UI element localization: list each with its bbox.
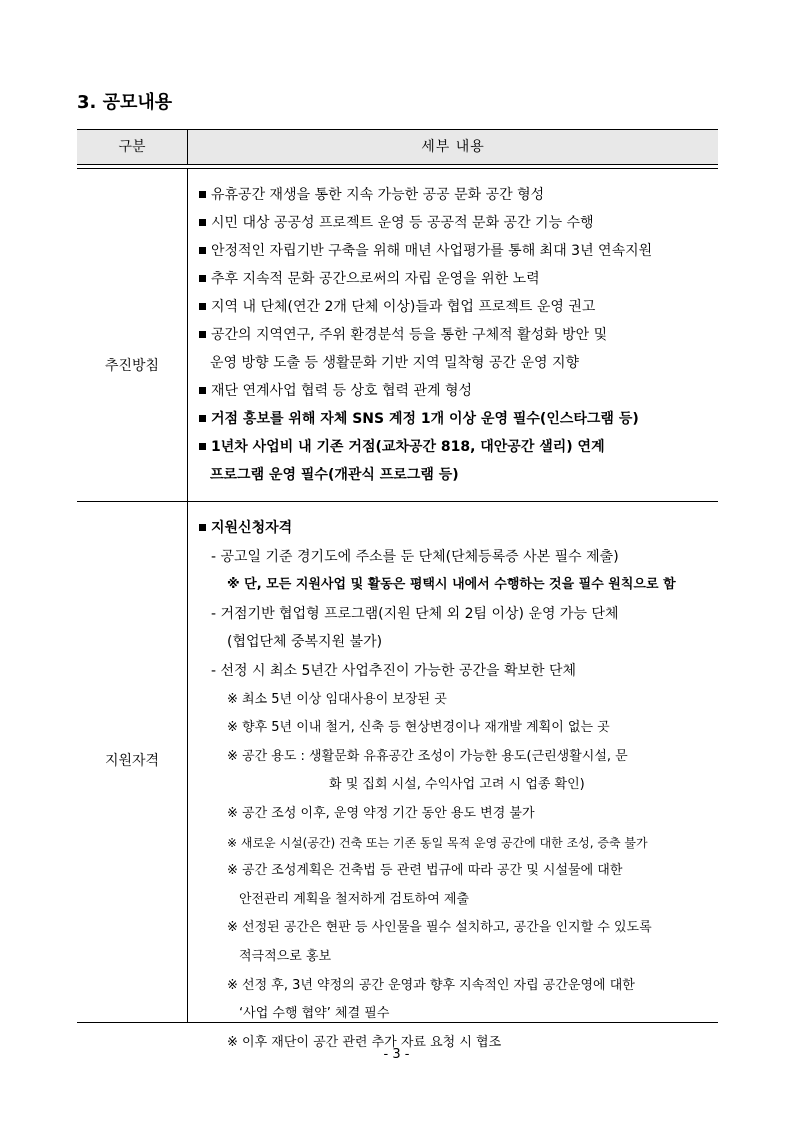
header-details: 세부 내용 bbox=[421, 139, 485, 155]
square-bullet-icon bbox=[199, 443, 206, 450]
list-item: - 선정 시 최소 5년간 사업추진이 가능한 공간을 확보한 단체 bbox=[211, 662, 577, 679]
note-continuation: 화 및 집회 시설, 수익사업 고려 시 업종 확인) bbox=[329, 777, 585, 793]
list-item: - 거점기반 협업형 프로그램(지원 단체 외 2팀 이상) 운영 가능 단체 bbox=[211, 605, 619, 622]
square-bullet-icon bbox=[199, 219, 206, 226]
page-number: - 3 - bbox=[383, 1047, 410, 1062]
note-item: ※ 공간 조성 이후, 운영 약정 기간 동안 용도 변경 불가 bbox=[227, 805, 535, 821]
note-item: ※ 공간 용도 : 생활문화 유휴공간 조성이 가능한 용도(근린생활시설, 문 bbox=[227, 748, 628, 764]
row-label-eligibility: 지원자격 bbox=[104, 753, 160, 769]
list-item: 공간의 지역연구, 주위 환경분석 등을 통한 구체적 활성화 방안 및 bbox=[199, 321, 712, 349]
list-item: 시민 대상 공공성 프로젝트 운영 등 공공적 문화 공간 기능 수행 bbox=[199, 209, 712, 237]
list-item: 재단 연계사업 협력 등 상호 협력 관계 형성 bbox=[199, 377, 712, 405]
section-title: 3. 공모내용 bbox=[77, 92, 173, 113]
list-item-continuation: 프로그램 운영 필수(개관식 프로그램 등) bbox=[210, 467, 459, 483]
square-bullet-icon bbox=[199, 247, 206, 254]
square-bullet-icon bbox=[199, 275, 206, 282]
note-item: ※ 선정 후, 3년 약정의 공간 운영과 향후 지속적인 자립 공간운영에 대한 bbox=[227, 977, 635, 993]
note-continuation: ‘사업 수행 협약’ 체결 필수 bbox=[239, 1006, 390, 1022]
table-row-policy bbox=[77, 169, 718, 501]
list-item: - 공고일 기준 경기도에 주소를 둔 단체(단체등록증 사본 필수 제출) bbox=[211, 548, 619, 565]
list-item-continuation: 운영 방향 도출 등 생활문화 기반 지역 밀착형 공간 운영 지향 bbox=[210, 355, 580, 371]
header-category: 구분 bbox=[118, 139, 146, 155]
square-bullet-icon bbox=[199, 524, 206, 531]
list-item: 지역 내 단체(연간 2개 단체 이상)들과 협업 프로젝트 운영 권고 bbox=[199, 293, 712, 321]
row-divider bbox=[187, 502, 188, 1022]
table-row-eligibility bbox=[77, 502, 718, 1050]
list-item-emphasis: 거점 홍보를 위해 자체 SNS 계정 1개 이상 운영 필수(인스타그램 등) bbox=[199, 405, 712, 433]
square-bullet-icon bbox=[199, 415, 206, 422]
row-label-policy: 추진방침 bbox=[104, 358, 160, 374]
list-item: 추후 지속적 문화 공간으로써의 자립 운영을 위한 노력 bbox=[199, 265, 712, 293]
square-bullet-icon bbox=[199, 331, 206, 338]
note-item: ※ 선정된 공간은 현판 등 사인물을 필수 설치하고, 공간을 인지할 수 있도록 bbox=[227, 920, 652, 936]
note-emphasis: ※ 단, 모든 지원사업 및 활동은 평택시 내에서 수행하는 것을 필수 원칙으로 함 bbox=[227, 577, 676, 593]
note-item: ※ 공간 조성계획은 건축법 등 관련 법규에 따라 공간 및 시설물에 대한 bbox=[227, 863, 623, 879]
square-bullet-icon bbox=[199, 191, 206, 198]
list-item-emphasis: 1년차 사업비 내 기존 거점(교차공간 818, 대안공간 샐리) 연계 bbox=[199, 433, 712, 461]
note-item: ※ 새로운 시설(공간) 건축 또는 기존 동일 목적 운영 공간에 대한 조성, 증축 불가 bbox=[227, 835, 648, 850]
note-item: ※ 향후 5년 이내 철거, 신축 등 현상변경이나 재개발 계획이 없는 곳 bbox=[227, 720, 610, 736]
eligibility-heading: 지원신청자격 bbox=[199, 514, 712, 543]
list-item: 유휴공간 재생을 통한 지속 가능한 공공 문화 공간 형성 bbox=[199, 181, 712, 209]
note-continuation: 안전관리 계획을 철저하게 검토하여 제출 bbox=[239, 891, 470, 907]
square-bullet-icon bbox=[199, 303, 206, 310]
note-item: ※ 최소 5년 이상 임대사용이 보장된 곳 bbox=[227, 691, 447, 707]
square-bullet-icon bbox=[199, 387, 206, 394]
list-item-continuation: (협업단체 중복지원 불가) bbox=[227, 634, 383, 651]
row-divider bbox=[187, 169, 188, 501]
table-header bbox=[77, 129, 718, 164]
list-item: 안정적인 자립기반 구축을 위해 매년 사업평가를 통해 최대 3년 연속지원 bbox=[199, 237, 712, 265]
note-item: ※ 이후 재단이 공간 관련 추가 자료 요청 시 협조 bbox=[227, 1034, 502, 1050]
policy-list bbox=[199, 169, 718, 489]
note-continuation: 적극적으로 홍보 bbox=[239, 948, 332, 964]
eligibility-list bbox=[199, 502, 718, 1057]
content-table bbox=[77, 129, 718, 1050]
